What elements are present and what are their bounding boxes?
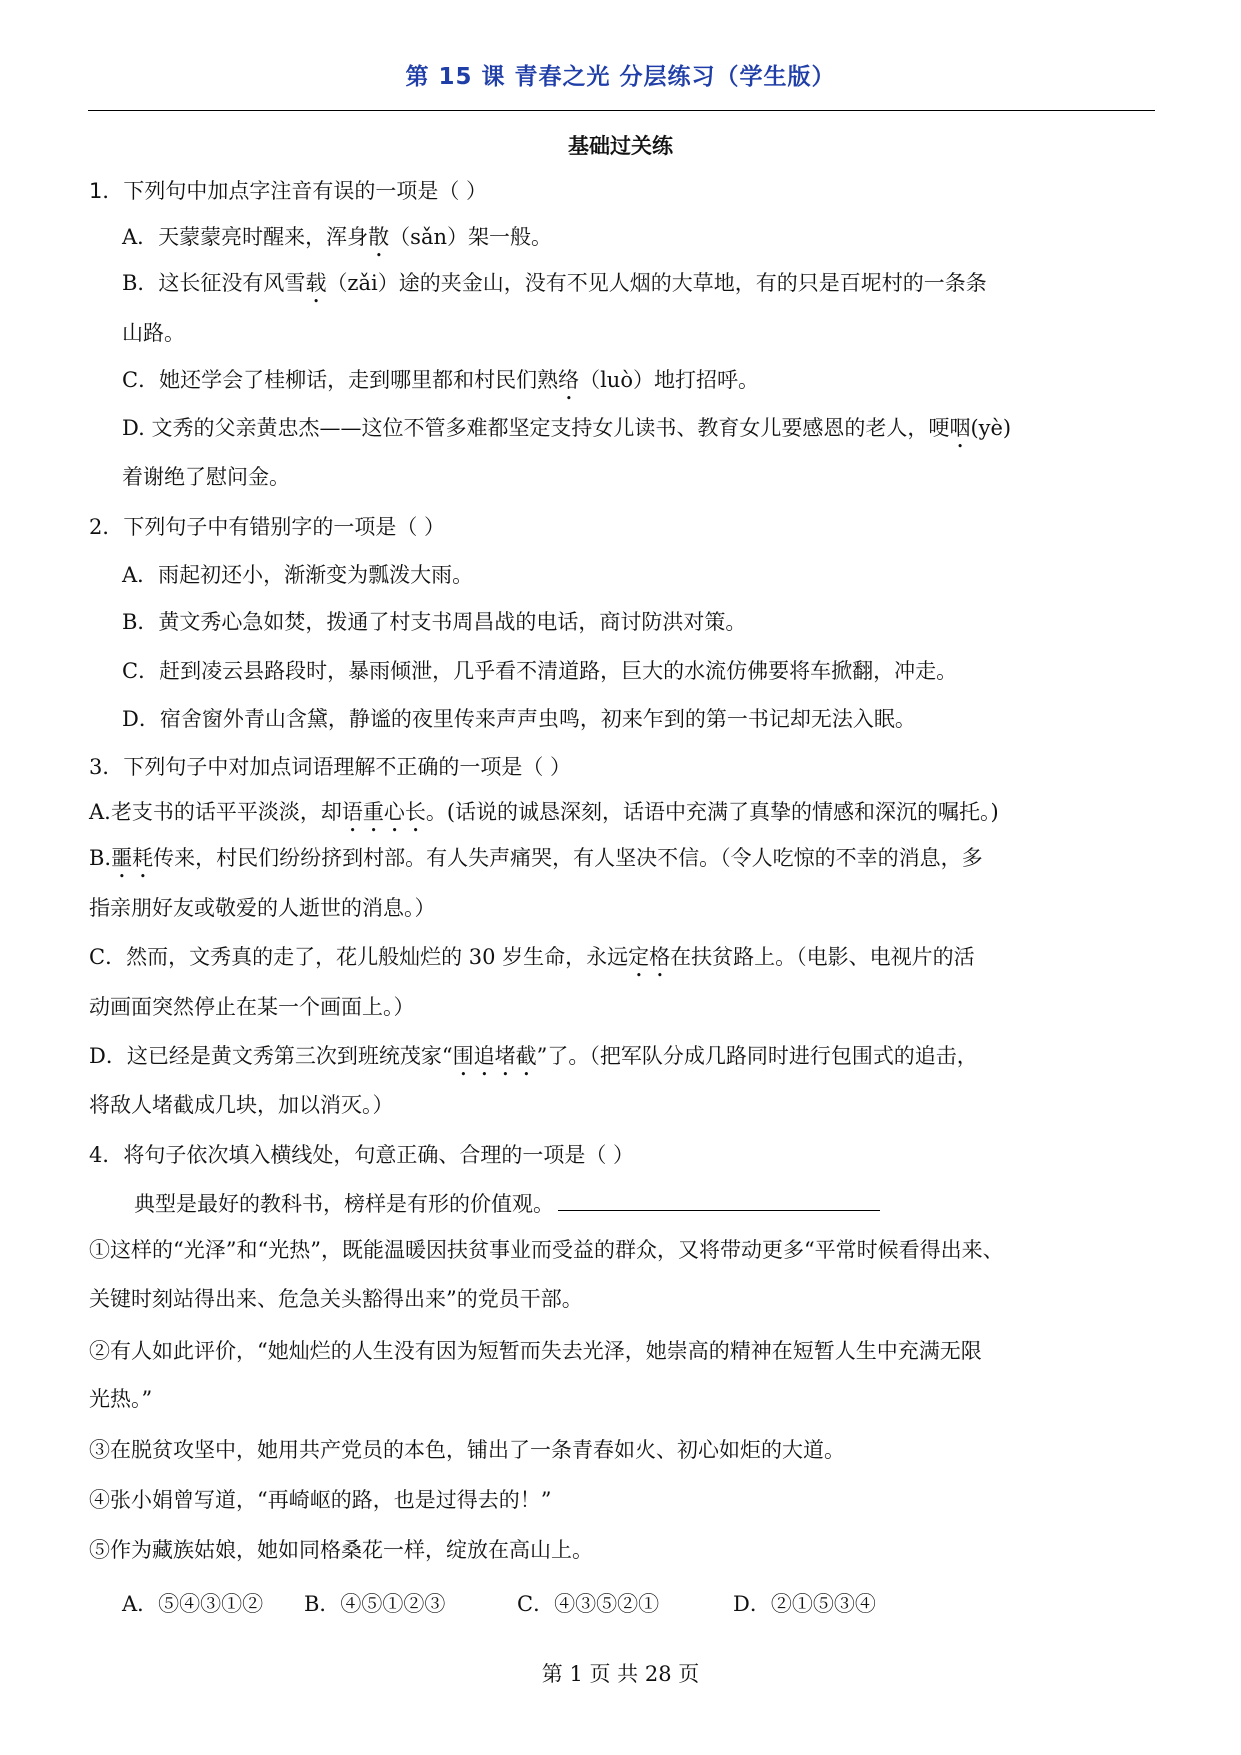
question-1-option-b-cont: 山路。 [122,321,185,345]
fill-blank-line [558,1188,880,1211]
document-title: 第 15 课 青春之光 分层练习（学生版） [405,64,836,90]
sentence-3: ③在脱贫攻坚中，她用共产党员的本色，铺出了一条青春如火、初心如炬的大道。 [89,1438,845,1462]
emphasized-word: 语重心长 [341,800,426,824]
answer-c: C．④③⑤②① [517,1592,660,1616]
sentence-1: ①这样的“光泽”和“光热”，既能温暖因扶贫事业而受益的群众，又将带动更多“平常时候看得出来、 [89,1238,1004,1262]
question-4-answers [122,1589,876,1619]
question-2-stem: 2．下列句子中有错别字的一项是（ ） [89,515,446,539]
question-2-option-b: B．黄文秀心急如焚，拨通了村支书周昌战的电话，商讨防洪对策。 [122,610,747,634]
question-3-option-d: D．这已经是黄文秀第三次到班统茂家“围追堵截”了。（把军队分成几路同时进行包围式的追击， [89,1044,978,1068]
question-1-option-d-cont: 着谢绝了慰问金。 [122,465,290,489]
emphasized-char: 散 [368,225,390,249]
question-1-option-c: C．她还学会了桂柳话，走到哪里都和村民们熟络（luò）地打招呼。 [122,368,759,392]
header-divider [88,110,1155,111]
question-1-option-a: A．天蒙蒙亮时醒来，浑身散（sǎn）架一般。 [122,225,552,249]
question-1-option-b: B．这长征没有风雪载（zǎi）途的夹金山，没有不见人烟的大草地，有的只是百坭村的一条条 [122,271,987,295]
question-2-option-d: D．宿舍窗外青山含黛，静谧的夜里传来声声虫鸣，初来乍到的第一书记却无法入眠。 [122,707,916,731]
answer-d: D．②①⑤③④ [733,1592,876,1616]
question-3-stem: 3．下列句子中对加点词语理解不正确的一项是（ ） [89,755,572,779]
answer-b: B．④⑤①②③ [304,1592,446,1616]
sentence-1-cont: 关键时刻站得出来、危急关头豁得出来”的党员干部。 [89,1287,583,1311]
sentence-5: ⑤作为藏族姑娘，她如同格桑花一样，绽放在高山上。 [89,1538,593,1562]
sentence-4: ④张小娟曾写道，“再崎岖的路，也是过得去的！” [89,1488,552,1512]
question-1-stem: 1．下列句中加点字注音有误的一项是（ ） [89,179,488,203]
question-1-option-d: D. 文秀的父亲黄忠杰——这位不管多难都坚定支持女儿读书、教育女儿要感恩的老人，哽咽(yè) [122,416,1012,440]
section-title: 基础过关练 [568,134,673,158]
question-3-option-d-cont: 将敌人堵截成几块，加以消灭。） [89,1093,394,1117]
emphasized-word: 噩耗 [111,846,154,870]
emphasized-word: 定格 [628,945,671,969]
page-number: 第 1 页 共 28 页 [541,1662,700,1686]
question-3-option-c: C．然而，文秀真的走了，花儿般灿烂的 30 岁生命，永远定格在扶贫路上。（电影、电视片的活 [89,945,975,969]
question-3-option-b-cont: 指亲朋好友或敬爱的人逝世的消息。） [89,896,436,920]
answer-a: A．⑤④③①② [122,1592,264,1616]
question-2-option-a: A．雨起初还小，渐渐变为瓢泼大雨。 [122,563,474,587]
question-3-option-b: B.噩耗传来，村民们纷纷挤到村部。有人失声痛哭，有人坚决不信。（令人吃惊的不幸的消息，多 [89,846,983,870]
question-4-prompt: 典型是最好的教科书，榜样是有形的价值观。 [134,1188,880,1219]
sentence-2: ②有人如此评价，“她灿烂的人生没有因为短暂而失去光泽，她崇高的精神在短暂人生中充满无限 [89,1339,982,1363]
emphasized-char: 络 [558,368,580,392]
emphasized-char: 载 [305,271,327,295]
question-3-option-c-cont: 动画面突然停止在某一个画面上。） [89,995,415,1019]
emphasized-word: 围追堵截 [452,1044,537,1068]
sentence-2-cont: 光热。” [89,1387,153,1411]
emphasized-char: 咽 [949,416,971,440]
question-3-option-a: A.老支书的话平平淡淡，却语重心长。(话说的诚恳深刻，话语中充满了真挚的情感和深沉的嘱托。) [89,800,999,824]
question-2-option-c: C．赶到凌云县路段时，暴雨倾泄，几乎看不清道路，巨大的水流仿佛要将车掀翻，冲走。 [122,659,958,683]
question-4-stem: 4．将句子依次填入横线处，句意正确、合理的一项是（ ） [89,1143,635,1167]
